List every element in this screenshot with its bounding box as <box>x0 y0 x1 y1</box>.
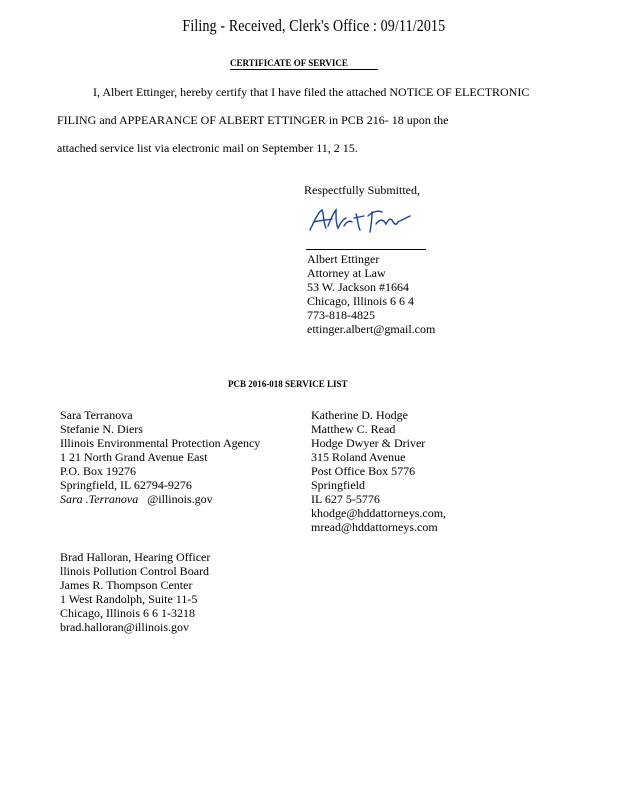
entry-line: James R. Thompson Center <box>60 578 193 592</box>
signer-city: Chicago, Illinois 6 6 4 <box>307 294 414 308</box>
entry-line: Illinois Environmental Protection Agency <box>60 436 261 450</box>
entry-line: brad.halloran@illinois.gov <box>60 620 190 634</box>
signer-email: ettinger.albert@gmail.com <box>307 322 436 336</box>
entry-line: llinois Pollution Control Board <box>60 564 210 578</box>
entry-line: 1 21 North Grand Avenue East <box>60 450 208 464</box>
entry-line: Post Office Box 5776 <box>311 464 416 478</box>
entry-line: Matthew C. Read <box>311 422 396 436</box>
email-domain: @illinois.gov <box>138 492 213 506</box>
entry-line: Hodge Dwyer & Driver <box>311 436 426 450</box>
entry-line: mread@hddattorneys.com <box>311 520 438 534</box>
entry-line: 315 Roland Avenue <box>311 450 406 464</box>
entry-line: Katherine D. Hodge <box>311 408 408 422</box>
entry-email <box>60 492 260 506</box>
service-list-title: PCB 2016-018 SERVICE LIST <box>228 379 348 389</box>
body-line-2: FILING and APPEARANCE OF ALBERT ETTINGER in PCB 216- 18 upon the <box>57 113 449 127</box>
signer-block <box>307 252 435 336</box>
entry-line: Springfield <box>311 478 365 492</box>
entry-line: khodge@hddattorneys.com, <box>311 506 447 520</box>
closing-text: Respectfully Submitted, <box>304 183 420 197</box>
service-entry-iepa <box>60 408 260 506</box>
entry-line: Springfield, IL 62794-9276 <box>60 478 192 492</box>
signature-line <box>306 249 426 250</box>
entry-line: Stefanie N. Diers <box>60 422 143 436</box>
entry-line: Brad Halloran, Hearing Officer <box>60 550 211 564</box>
body-line-1: I, Albert Ettinger, hereby certify that I have filed the attached NOTICE OF ELECTRONIC <box>93 85 530 99</box>
filing-header: Filing - Received, Clerk's Office : 09/11/2015 <box>182 16 446 35</box>
service-entry-halloran <box>60 550 210 634</box>
signature <box>306 204 416 236</box>
email-name: Sara .Terranova <box>60 492 139 506</box>
signer-name: Albert Ettinger <box>307 252 380 266</box>
entry-line: IL 627 5-5776 <box>311 492 380 506</box>
signature-mark <box>306 204 416 236</box>
service-entry-hodge <box>311 408 446 534</box>
entry-line: Chicago, Illinois 6 6 1-3218 <box>60 606 195 620</box>
entry-line: P.O. Box 19276 <box>60 464 137 478</box>
signer-street: 53 W. Jackson #1664 <box>307 280 409 294</box>
signer-title: Attorney at Law <box>307 266 386 280</box>
signer-phone: 773-818-4825 <box>307 308 375 322</box>
entry-line: 1 West Randolph, Suite 11-5 <box>60 592 198 606</box>
body-line-3: attached service list via electronic mail on September 11, 2 15. <box>57 141 358 155</box>
certificate-title: CERTIFICATE OF SERVICE <box>230 58 378 70</box>
entry-line: Sara Terranova <box>60 408 133 422</box>
